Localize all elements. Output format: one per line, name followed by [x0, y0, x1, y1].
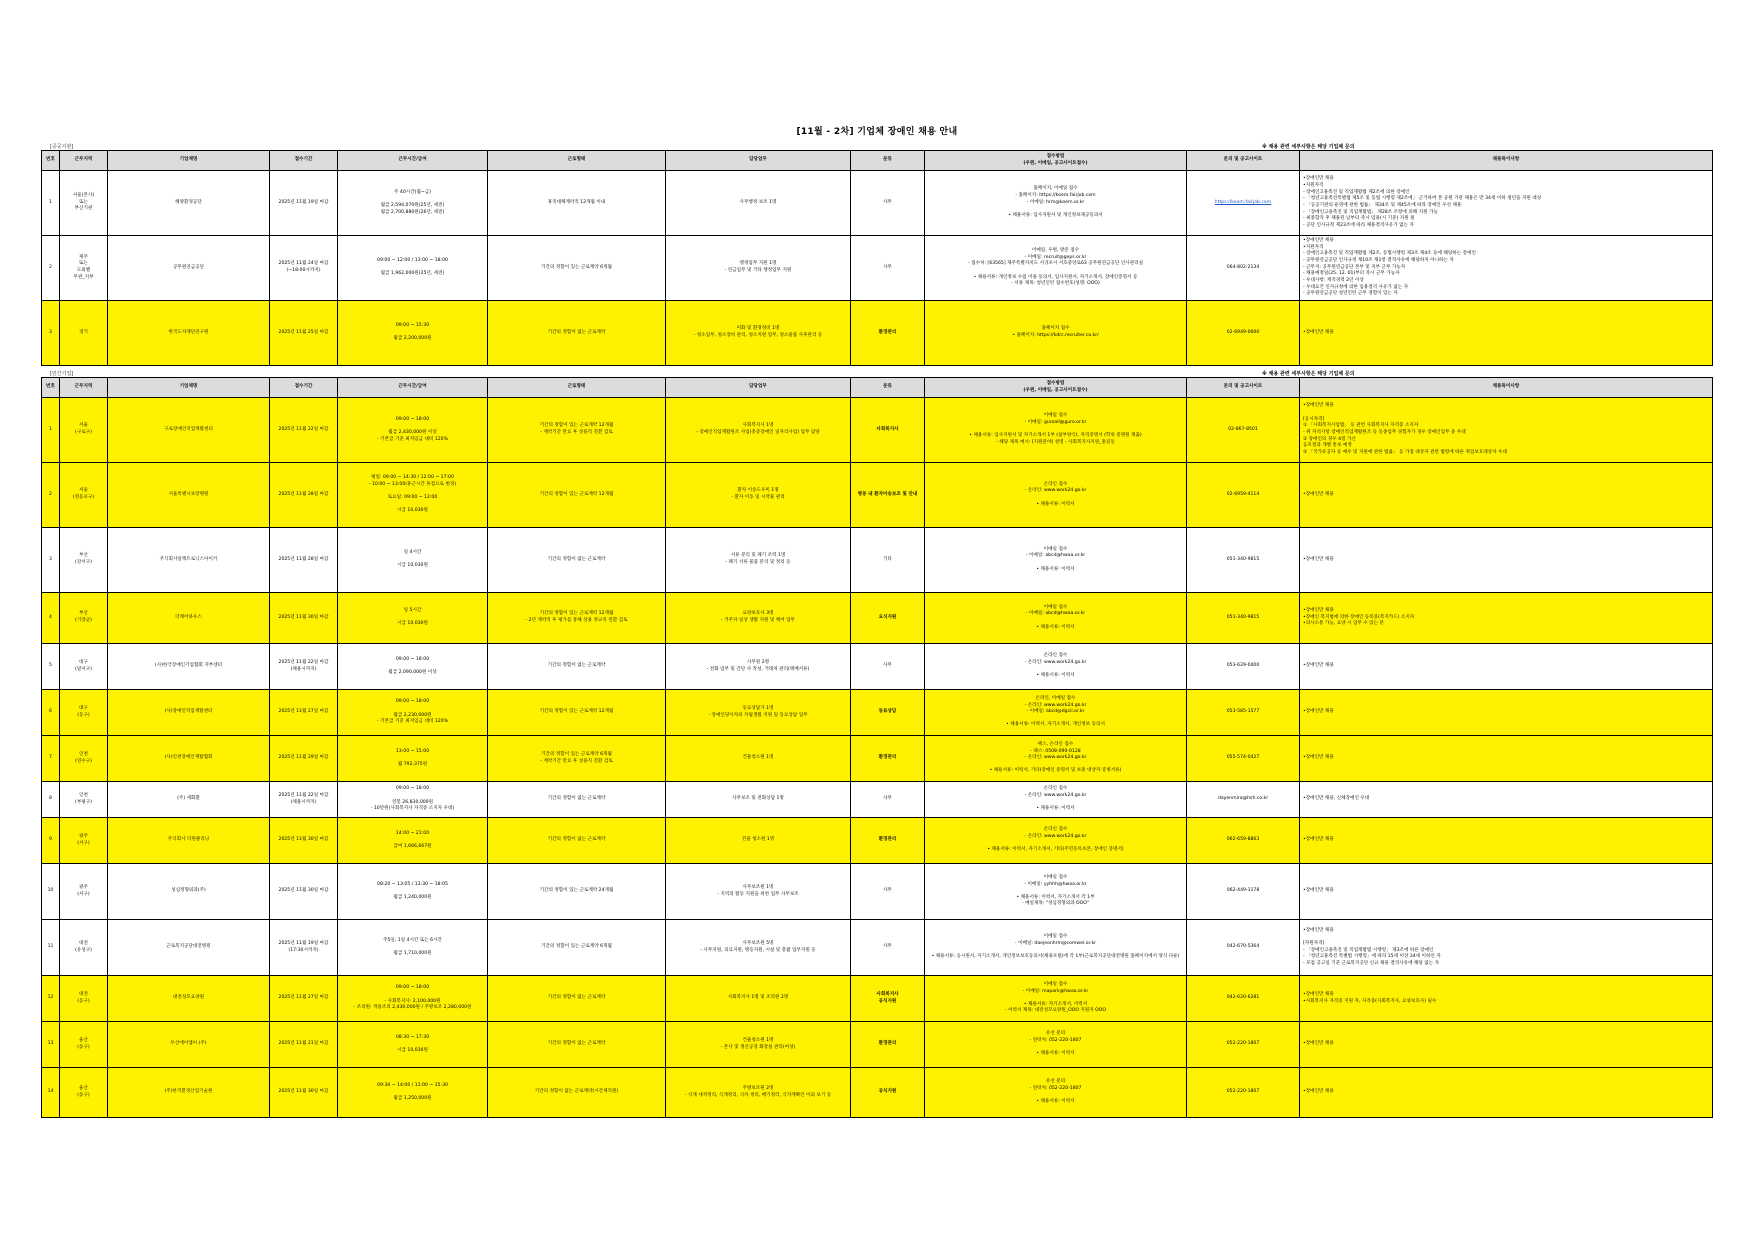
table-header-row: [42, 378, 1713, 398]
cell-period: 2025년 11월 22일 마감: [270, 398, 338, 463]
cell-form: 기간의 정함이 있는 근로계약 6개월 - 계약기간 만료 후 상용직 전환 검토: [488, 736, 666, 782]
cell-notes: •장애인만 채용 [응시자격] ① 「사회복지사업법」 등 관련 사회복지사 자격증 소지자 - 위 자격사항 장애인직업재활원조 등 동종업무 경험자가 경우 장애인업무 중 우대 ② 장애인의 경우 4점 가산 응모결과 개별 통보 예정 ③ 「국가유공자 등 예우 및 지원에 관한 법률」 등 가점 대상자 관련 법령에 따른 취업보호대상자 우대: [1300, 398, 1713, 463]
cell-period: 2025년 11월 27일 마감: [270, 976, 338, 1022]
cell-no: 4: [42, 593, 60, 644]
cell-contact: 051-340-9815: [1187, 528, 1300, 593]
cell-type: 사무: [851, 644, 925, 690]
cell-hours: 13:00 ~ 15:00 월 792,375원: [338, 736, 488, 782]
cell-period: 2025년 11월 22일 마감 (채용시까지): [270, 644, 338, 690]
cell-company: (사)장애인직업재활센터: [108, 690, 270, 736]
cell-notes: •장애인만 채용: [1300, 1022, 1713, 1068]
cell-area: 부산 (강서구): [60, 528, 108, 593]
column-header-type: 분류: [851, 151, 925, 171]
cell-area: 울산 (동구): [60, 1068, 108, 1118]
cell-contact: 055-574-0427: [1187, 736, 1300, 782]
cell-notes: •장애인만 채용 •지원자격 - 장애인고용촉진 및 직업재활법 제2조, 동법시행령 제3조 제4조 등에 해당하는 장애인 - 공무원연금공단 인사규정 제10조 제1항 결격사유에 해당하지 아니하는 자 - 근무지: 공무원연금공단 본부 및 지부 근무 가능자 - 채용예정일(25. 12. 01)부터 즉시 근무 가능자 - 우대사항: 재직경력 2년 이상 - 우대요건 인사규정에 의한 임용결격 사유가 없는 자 - 공무원연금공단 청년인턴 근무 경험이 있는 자: [1300, 236, 1713, 301]
cell-company: 두산에이엠씨 (주): [108, 1022, 270, 1068]
cell-notes: •장애인만 채용 •장애인 복지법에 의한 장애인 등록증(복지카드) 소지자 •의사소통 가능, 요양 시 업무 수 있는 분: [1300, 593, 1713, 644]
cell-duty: 사무원 2명 - 전화 업무 및 간단 사 작성, 거래처 관리(택배서류): [666, 644, 851, 690]
cell-no: 9: [42, 818, 60, 864]
column-header-type: 분류: [851, 378, 925, 398]
cell-notes: •장애인만 채용: [1300, 463, 1713, 528]
column-header-apply: 접수방법 (우편, 이메일, 공고사이트접수): [925, 151, 1187, 171]
cell-hours: 08:20 ~ 13:05 / 13:30 ~ 18:05 월급 1,240,000원: [338, 864, 488, 920]
table-row: [42, 236, 1713, 301]
cell-hours: 일 5시간 시급 10,030원: [338, 593, 488, 644]
cell-company: (주)한국환경산업기술원: [108, 1068, 270, 1118]
cell-contact: 062-449-1178: [1187, 864, 1300, 920]
cell-type: 환경관리: [851, 818, 925, 864]
cell-no: 3: [42, 301, 60, 366]
table-row: [42, 920, 1713, 976]
cell-apply: 이메일 접수 - 이메일: guroall@guro.or.kr • 채용서류: 입사지원서 및 자기소개서 1부 (첨부양식), 자격증명서 (학위 증명원 제출) - 해당 제목 예시: [지원분야] 성명 - 사회복지사지원_홍길동: [925, 398, 1187, 463]
table-row: [42, 171, 1713, 236]
cell-hours: 14:00 ~ 21:00 급여 1,666,667원: [338, 818, 488, 864]
cell-contact: 053-585-1577: [1187, 690, 1300, 736]
cell-company: 구로장애인직업재활센터: [108, 398, 270, 463]
cell-company: (사)한국장애인기업협회 지부센터: [108, 644, 270, 690]
cell-hours: 평일: 09:00 ~ 14:30 / 12:00 ~ 17:00 - 10:00 ~ 13:00(휴근시간 휴점으로 변경) 토요일: 09:00 ~ 12:00 시급 10,030원: [338, 463, 488, 528]
cell-duty: 주방보조원 2명 - 식재 세척정리, 식재정리, 식자 정리, 배기정리, 식자재확인 이외 보기 등: [666, 1068, 851, 1118]
cell-hours: 09:00 ~ 15:30 월급 2,200,000원: [338, 301, 488, 366]
table-row: [42, 976, 1713, 1022]
cell-form: 기간의 정함이 없는 근로계약: [488, 528, 666, 593]
cell-area: 광주 (서구): [60, 864, 108, 920]
cell-form: 기간의 정함이 있는 근로계약 24개월: [488, 864, 666, 920]
cell-contact: 062-659-8863: [1187, 818, 1300, 864]
cell-no: 2: [42, 463, 60, 528]
column-header-duty: 담당업무: [666, 151, 851, 171]
column-header-hours: 근무시간/급여: [338, 378, 488, 398]
cell-form: 기간의 정함이 있는 근로계약 12개월: [488, 690, 666, 736]
cell-company: 주식회사 더원클리닝: [108, 818, 270, 864]
private-companies-table: [41, 377, 1713, 1118]
cell-notes: •장애인만 채용: [1300, 864, 1713, 920]
cell-area: 경기: [60, 301, 108, 366]
cell-contact: 052-220-1807: [1187, 1022, 1300, 1068]
cell-type: 사무: [851, 236, 925, 301]
cell-type: 사무: [851, 864, 925, 920]
column-header-hours: 근무시간/급여: [338, 151, 488, 171]
cell-notes: •장애인만 채용 [자원자격] - 「장애인고용촉진 및 직업재활법 시행령」 제3조에 따른 장애인 - 「청년고용촉진 특별법 시행령」에 따라 15세 이상 34세 이하인 자 - 모집 공고일 기준 근로복지공단 신규 채용 결격사유에 해당 없는 자: [1300, 920, 1713, 976]
cell-duty: 요양보호사 3명 - 거주자 일상 생활 지원 및 케어 업무: [666, 593, 851, 644]
cell-type: 환경관리: [851, 301, 925, 366]
cell-notes: •장애인만 채용: [1300, 301, 1713, 366]
cell-hours: 09:00 ~ 18:00 월급 2,230,000원 - 기본급 기준 최저임금 대비 120%: [338, 690, 488, 736]
cell-apply: 이메일 접수 - 이메일: mapark@hwaa.or.kr • 채용서류: 자기소개서, 이력서 - 이력서 제목: 대전성모요양원_OOO 지원자 OOO: [925, 976, 1187, 1022]
cell-form: 기간의 정함이 있는 근로계약 6개월: [488, 920, 666, 976]
cell-apply: 팩스, 온라인 접수 - 팩스: 0508-090-0128 - 온라인: www.work24.go.kr • 채용서류: 이력서, 기타(장애인 증명서 및 보훈 대상자 증빙서류): [925, 736, 1187, 782]
cell-type: 기타: [851, 528, 925, 593]
cell-area: 광주 (서구): [60, 818, 108, 864]
cell-duty: 동료상담가 1명 - 장애인당사자의 자립생활 지원 및 동료상담 업무: [666, 690, 851, 736]
table-row: [42, 690, 1713, 736]
table-row: [42, 1068, 1713, 1118]
cell-type: 환경관리: [851, 1022, 925, 1068]
table-row: [42, 398, 1713, 463]
cell-company: 해양환경공단: [108, 171, 270, 236]
column-header-period: 접수기간: [270, 151, 338, 171]
cell-notes: •장애인만 채용 •지원자격 - 장애인고용촉진 및 직업재활법 제2조에 의한 장애인 - 「청년고용촉진특별법 제5조 및 동법 시행령 제2조에」 근거하여 본 공원 기관 채용은 만 34세 이하 청년을 지원 대상 - 「공공기관의 운영에 관한 법률」 제34조 및 제45조에 따라 장애인 우선 채용 - 「장애인고용촉진 및 직업재활법」 제28조 조항에 의해 지원 가능 - 최종합격 후 채용된 날부터 즉시 임용(시 기준) 지원 필 - 공단 인사규정 제23조에 따라 채용결격사유가 없는 자: [1300, 171, 1713, 236]
cell-apply: 온라인, 이메일 접수 - 온라인: www.work24.go.kr - 이메일: abcd@dgcil.or.kr • 채용서류: 이력서, 자기소개서, 개인정보 동의서: [925, 690, 1187, 736]
cell-notes: •장애인만 채용: [1300, 1068, 1713, 1118]
column-header-notes: 채용특이사항: [1300, 151, 1713, 171]
cell-company: 한국도자재단연구원: [108, 301, 270, 366]
cell-apply: 이메일 접수 - 이메일: abcd@hwaa.or.kr • 채용서류: 이력서: [925, 528, 1187, 593]
cell-hours: 주5일, 1일 4시간 또는 6시간 월급 1,710,000원: [338, 920, 488, 976]
cell-type: 사회복지사: [851, 398, 925, 463]
table-row: [42, 593, 1713, 644]
cell-type: 공식지원: [851, 1068, 925, 1118]
cell-form: 기간의 정함이 없는 근로계약: [488, 782, 666, 818]
cell-apply: 이메일 접수 - 이메일: abcd@hwaa.or.kr • 채용서류: 이력서: [925, 593, 1187, 644]
cell-duty: 건물 청소원 1명: [666, 818, 851, 864]
public-institutions-table: [41, 150, 1713, 366]
column-header-form: 근로형태: [488, 151, 666, 171]
cell-company: (사)인천장애인재활협회: [108, 736, 270, 782]
cell-period: 2025년 11월 30일 마감: [270, 593, 338, 644]
cell-form: 기간의 정함이 없는 근로계약(시간제직원): [488, 1068, 666, 1118]
cell-no: 6: [42, 690, 60, 736]
cell-apply: 온라인 접수 - 온라인: www.work24.go.kr • 채용서류: 이력서, 자기소개서, 기타(주민등록초본, 장애인 증명서): [925, 818, 1187, 864]
cell-area: 대구 (달서구): [60, 644, 108, 690]
cell-notes: •장애인만 채용: [1300, 528, 1713, 593]
cell-period: 2025년 11월 29일 마감: [270, 736, 338, 782]
cell-duty: 사회복지사 1명 및 조리원 2명: [666, 976, 851, 1022]
table-row: [42, 736, 1713, 782]
cell-hours: 09:00 ~ 12:00 / 13:00 ~ 18:00 월급 1,962,000원(25년, 세전): [338, 236, 488, 301]
cell-contact: 051-340-9815: [1187, 593, 1300, 644]
section-note-public: ※ 채용 관련 세부사항은 해당 기업체 문의: [1262, 144, 1355, 150]
cell-notes: •장애인만 채용: [1300, 690, 1713, 736]
cell-area: 인천 (연수구): [60, 736, 108, 782]
cell-area: 서울(본사) 또는 부산기관: [60, 171, 108, 236]
cell-no: 10: [42, 864, 60, 920]
cell-contact: 064-802-2134: [1187, 236, 1300, 301]
table-row: [42, 301, 1713, 366]
cell-period: 2025년 11월 24일 마감 (~18:00시까지): [270, 236, 338, 301]
cell-company: 주식회사일렉트로닉스아이키: [108, 528, 270, 593]
column-header-duty: 담당업무: [666, 378, 851, 398]
cell-period: 2025년 11월 30일 마감: [270, 818, 338, 864]
cell-area: 서울 (구로구): [60, 398, 108, 463]
table-row: [42, 528, 1713, 593]
cell-period: 2025년 11월 25일 마감: [270, 301, 338, 366]
cell-duty: 행정업무 지원 1명 - 연금업무 및 기타 행정업무 지원: [666, 236, 851, 301]
cell-no: 8: [42, 782, 60, 818]
cell-hours: 09:00 ~ 18:00 월급 2,090,000원 이상: [338, 644, 488, 690]
cell-type: 사회복지사 공식지원: [851, 976, 925, 1022]
cell-area: 인천 (부평구): [60, 782, 108, 818]
cell-contact: 02-6959-4114: [1187, 463, 1300, 528]
cell-no: 5: [42, 644, 60, 690]
cell-notes: •장애인만 채용: [1300, 644, 1713, 690]
cell-period: 2025년 11월 28일 마감: [270, 528, 338, 593]
cell-type: 병동 내 환자이송보조 및 안내: [851, 463, 925, 528]
column-header-period: 접수기간: [270, 378, 338, 398]
cell-duty: 사회복지사 1명 - 장애인직업재활원조 사업(중증장애인 일자리사업) 업무 담당: [666, 398, 851, 463]
cell-contact: 02-6949-0600: [1187, 301, 1300, 366]
contact-link[interactable]: https://koem.fairjob.com: [1214, 199, 1272, 205]
cell-contact: dayenmira@hsh.co.kr: [1187, 782, 1300, 818]
cell-type: 동료상담: [851, 690, 925, 736]
cell-period: 2025년 11월 28일 마감: [270, 463, 338, 528]
cell-apply: 이메일, 우편, 방문 접수 - 이메일: recruit@geps.or.kr - 접수처: [63565] 제주특별자치도 서귀포시 서호중앙로63 공무원연금공단 인사관리실 • 채용서류: 개인정보 수집 이용 동의서, 입사지원서, 자기소개서, 장애인증명서 등 - 서류 제목: 청년인턴 접수번호(성명: OOO): [925, 236, 1187, 301]
cell-form: 기간의 정함이 있는 근로계약 12개월 - 2년 계약직 후 평가를 통해 상용 정규직 전환 검토: [488, 593, 666, 644]
cell-apply: 온라인 접수 - 온라인: www.work24.go.kr • 채용서류: 이력서: [925, 644, 1187, 690]
cell-hours: 08:30 ~ 17:30 시급 10,030원: [338, 1022, 488, 1068]
cell-area: 대전 (동구): [60, 976, 108, 1022]
cell-duty: 사무보조원 1명 - 지역의 활동 지원을 위한 업무 사무보조: [666, 864, 851, 920]
cell-type: 사무: [851, 920, 925, 976]
cell-no: 12: [42, 976, 60, 1022]
cell-company: 공무원연금공단: [108, 236, 270, 301]
cell-period: 2025년 11월 30일 마감: [270, 1068, 338, 1118]
cell-apply: 홈페이지, 이메일 접수 - 홈페이지: https://koem.fairjob.com - 이메일: hrm@koem.or.kr • 채용서류: 입사지원서 및 개인정보제공동의서: [925, 171, 1187, 236]
cell-apply: 온라인 접수 - 온라인: www.work24.go.kr • 채용서류: 이력서: [925, 463, 1187, 528]
cell-duty: 건물청소원 1명: [666, 736, 851, 782]
cell-duty: 건물청소원 1명 - 본사 및 생산공장 화장실 관리(여성): [666, 1022, 851, 1068]
table-row: [42, 864, 1713, 920]
column-header-form: 근로형태: [488, 378, 666, 398]
cell-contact[interactable]: [1187, 171, 1300, 236]
cell-period: 2025년 11월 30일 마감: [270, 864, 338, 920]
cell-contact: 052-220-1807: [1187, 1068, 1300, 1118]
cell-company: (주) 세화환: [108, 782, 270, 818]
cell-type: 사무: [851, 782, 925, 818]
cell-period: 2025년 11월 21일 마감: [270, 1022, 338, 1068]
cell-no: 1: [42, 171, 60, 236]
cell-form: 기간의 정함이 없는 근로계약: [488, 301, 666, 366]
cell-type: 환경관리: [851, 736, 925, 782]
cell-area: 대구 (동구): [60, 690, 108, 736]
cell-no: 3: [42, 528, 60, 593]
cell-area: 울산 (동구): [60, 1022, 108, 1068]
cell-duty: 사무보조 및 전화상담 1명: [666, 782, 851, 818]
document-title: [11월 - 2차] 기업체 장애인 채용 안내: [796, 127, 958, 137]
cell-no: 11: [42, 920, 60, 976]
cell-period: 2025년 11월 22일 마감 (채용시까지): [270, 782, 338, 818]
cell-no: 2: [42, 236, 60, 301]
cell-no: 1: [42, 398, 60, 463]
column-header-no: 번호: [42, 151, 60, 171]
cell-form: 기간의 정함이 없는 근로계약: [488, 644, 666, 690]
cell-form: 기간의 정함이 없는 근로계약: [488, 976, 666, 1022]
cell-form: 기간의 정함이 있는 근로계약 12개월: [488, 463, 666, 528]
column-header-area: 근무지역: [60, 151, 108, 171]
cell-form: 휴직대체계약직 12개월 이내: [488, 171, 666, 236]
section-note-private: ※ 채용 관련 세부사항은 해당 기업체 문의: [1262, 371, 1355, 377]
cell-company: 대전성모요양원: [108, 976, 270, 1022]
cell-notes: •장애인만 채용, 신체장애인 우대: [1300, 782, 1713, 818]
cell-contact: 042-670-5364: [1187, 920, 1300, 976]
column-header-no: 번호: [42, 378, 60, 398]
cell-area: 대전 (유성구): [60, 920, 108, 976]
cell-contact: 042-620-6281: [1187, 976, 1300, 1022]
cell-no: 13: [42, 1022, 60, 1068]
cell-hours: 일 4시간 시급 10,030원: [338, 528, 488, 593]
cell-period: 2025년 11월 19일 마감 (17:30시까지): [270, 920, 338, 976]
cell-area: 제주 또는 도외별 무관_지부: [60, 236, 108, 301]
column-header-contact: 문의 및 공고사이트: [1187, 151, 1300, 171]
cell-notes: •장애인만 채용 •사회복지사 자격증 지원 자, 자격증(사회복지사, 요양보호사) 필수: [1300, 976, 1713, 1022]
cell-no: 7: [42, 736, 60, 782]
section-label-private: [민간기업]: [50, 371, 74, 377]
cell-form: 기간의 정함이 있는 근로계약 12개월 - 계약기간 만료 후 상용직 전환 검토: [488, 398, 666, 463]
column-header-notes: 채용특이사항: [1300, 378, 1713, 398]
table-row: [42, 782, 1713, 818]
cell-company: 근로복지공단대전병원: [108, 920, 270, 976]
cell-apply: 유선 문의 - 연락처: 052-220-1807 • 채용서류: 이력서: [925, 1068, 1187, 1118]
cell-period: 2025년 11월 27일 마감: [270, 690, 338, 736]
column-header-area: 근무지역: [60, 378, 108, 398]
cell-apply: 온라인 접수 - 온라인: www.work24.go.kr • 채용서류: 이력서: [925, 782, 1187, 818]
cell-hours: 주 40시간(월~금) 월급 2,594,070원(25년, 세전) 월급 2,700,880원(26년, 세전): [338, 171, 488, 236]
cell-form: 기간의 정함이 없는 근로계약: [488, 1022, 666, 1068]
table-row: [42, 1022, 1713, 1068]
cell-type: 사무: [851, 171, 925, 236]
cell-hours: 09:00 ~ 18:00 월급 2,430,000원 이상 - 기본급 기준 최저임금 대비 120%: [338, 398, 488, 463]
column-header-apply: 접수방법 (우편, 이메일, 공고사이트접수): [925, 378, 1187, 398]
cell-apply: 유선 문의 - 연락처: 052-220-1807 • 채용서류: 이력서: [925, 1022, 1187, 1068]
table-row: [42, 644, 1713, 690]
column-header-company: 기업체명: [108, 378, 270, 398]
section-label-public: [공공기관]: [50, 144, 74, 150]
table-row: [42, 463, 1713, 528]
cell-area: 서울 (영등포구): [60, 463, 108, 528]
cell-apply: 홈페이지 접수 • 홈페이지: https://kdrc.recruiter.co.kr/: [925, 301, 1187, 366]
cell-area: 부산 (기장군): [60, 593, 108, 644]
cell-contact: 053-629-0400: [1187, 644, 1300, 690]
cell-duty: 미화 및 환경정비 1명 - 청소업무, 청소장비 관리, 청소지원 업무, 청소물품 사후관리 등: [666, 301, 851, 366]
cell-contact: 02-867-8501: [1187, 398, 1300, 463]
table-row: [42, 818, 1713, 864]
cell-apply: 이메일 접수 - 이메일: daejeonhrm@comwel.or.kr • 채용서류: 응시원서, 자기소개서, 개인정보보호동의서(채용포털)에 각 1부(근로복지공단대전병원 홈페이지에서 양식 다운): [925, 920, 1187, 976]
cell-company: 성심정형외과(주): [108, 864, 270, 920]
cell-notes: •장애인만 채용: [1300, 736, 1713, 782]
cell-type: 요식지원: [851, 593, 925, 644]
cell-duty: 환자 이송도우미 1명 - 환자 이동 및 시약물 관리: [666, 463, 851, 528]
cell-company: 더케어하우스: [108, 593, 270, 644]
cell-hours: 09:00 ~ 18:00 - 사회복지사: 2,100,000원 - 조리원: 적용조리 2,430,000원 / 주방보조 2,280,000원: [338, 976, 488, 1022]
cell-no: 14: [42, 1068, 60, 1118]
column-header-company: 기업체명: [108, 151, 270, 171]
cell-form: 기간의 정함이 있는 근로계약 6개월: [488, 236, 666, 301]
cell-apply: 이메일 접수 - 이메일: yyhhh@hwaa.or.kr • 채용서류: 이력서, 자기소개서 각 1부 - 메일제목: "성심정형외과 OOO": [925, 864, 1187, 920]
cell-company: 서울특별시보장병원: [108, 463, 270, 528]
column-header-contact: 문의 및 공고사이트: [1187, 378, 1300, 398]
cell-duty: 서류 분리 및 폐기 조력 1명 - 폐기 서류 물품 분리 및 정리 등: [666, 528, 851, 593]
cell-notes: •장애인만 채용: [1300, 818, 1713, 864]
table-header-row: [42, 151, 1713, 171]
cell-period: 2025년 11월 19일 마감: [270, 171, 338, 236]
cell-duty: 사무행정 보조 1명: [666, 171, 851, 236]
cell-hours: 09:00 ~ 18:00 연봉 26,830,000원 - 10만원(사회복지사 자격증 소지자 우대): [338, 782, 488, 818]
cell-form: 기간의 정함이 없는 근로계약: [488, 818, 666, 864]
cell-duty: 사무보조원 5명 - 사무지원, 의료지원, 병동지원, 시설 및 총괄 업무지원 등: [666, 920, 851, 976]
cell-hours: 09:30 ~ 14:00 / 11:00 ~ 15:30 월급 1,250,000원: [338, 1068, 488, 1118]
